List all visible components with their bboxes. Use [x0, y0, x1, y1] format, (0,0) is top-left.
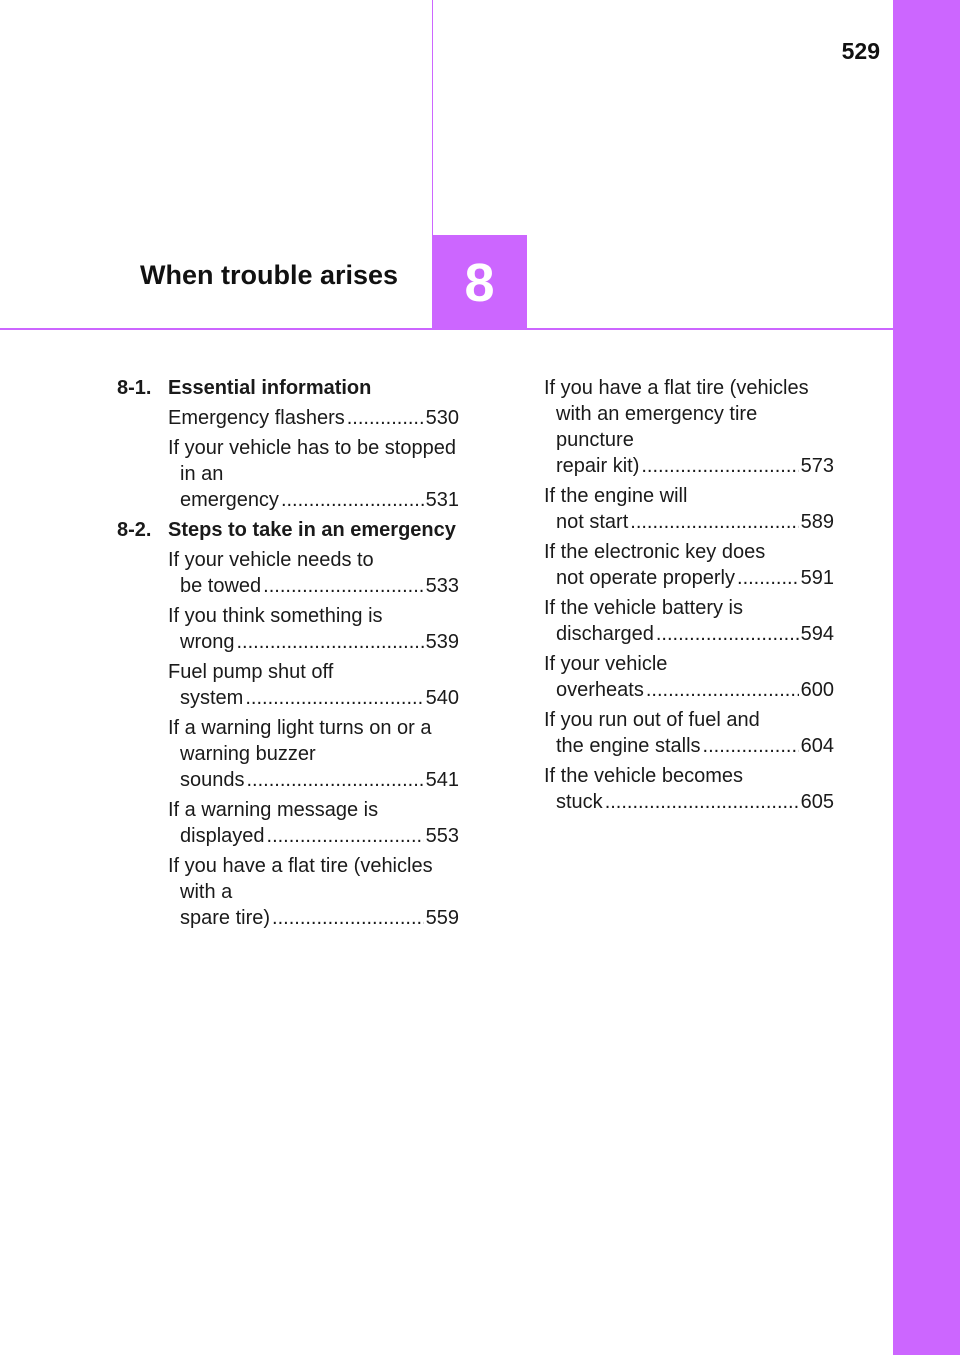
section-number: 8-1.: [117, 377, 152, 399]
leader-dots: [605, 789, 799, 815]
leader-dots: [656, 621, 799, 647]
entry-page: 533: [425, 575, 459, 597]
toc-entry[interactable]: [544, 375, 834, 479]
toc-entry[interactable]: [117, 405, 459, 431]
entry-title-end: overheats: [556, 679, 644, 701]
leader-dots: [737, 565, 799, 591]
leader-dots: [347, 405, 424, 431]
entry-title-end: system: [180, 687, 244, 709]
entry-title: If a warning light turns on or a warning buzzer: [168, 717, 432, 765]
toc-entry[interactable]: [544, 707, 834, 759]
entry-title: If the electronic key does: [544, 541, 766, 563]
toc-right-column: [544, 375, 834, 819]
entry-page: 600: [800, 679, 834, 701]
entry-page: 530: [425, 407, 459, 429]
toc-entry[interactable]: [544, 539, 834, 591]
leader-dots: [641, 453, 798, 479]
toc-entry[interactable]: [544, 651, 834, 703]
chapter-title: When trouble arises: [140, 260, 399, 290]
toc-entry[interactable]: [544, 763, 834, 815]
entry-title: If the vehicle battery is: [544, 597, 743, 619]
toc-entry[interactable]: [117, 715, 459, 793]
entry-title: If you have a flat tire (vehicles with a: [168, 855, 433, 903]
entry-title: If your vehicle: [544, 653, 668, 675]
toc-section[interactable]: [117, 517, 459, 543]
page-number: 529: [841, 38, 880, 64]
toc-entry[interactable]: [117, 853, 459, 931]
entry-title: If you think something is: [168, 605, 383, 627]
entry-title-end: spare tire): [180, 907, 271, 929]
leader-dots: [630, 509, 798, 535]
entry-title: If a warning message is: [168, 799, 379, 821]
toc-entry[interactable]: [544, 595, 834, 647]
leader-dots: [281, 487, 424, 513]
entry-title: If your vehicle has to be stopped in an: [168, 437, 456, 485]
entry-title-end: the engine stalls: [556, 735, 701, 757]
toc-left-column: [117, 375, 459, 935]
chapter-number-badge: 8: [432, 235, 527, 330]
entry-title: If you have a flat tire (vehicles with an emergency tire puncture: [544, 377, 809, 451]
entry-page: 605: [800, 791, 834, 813]
entry-title-end: not operate properly: [556, 567, 736, 589]
entry-page: 540: [425, 687, 459, 709]
leader-dots: [245, 685, 423, 711]
entry-page: 531: [425, 489, 459, 511]
entry-title: If your vehicle needs to: [168, 549, 374, 571]
toc-entry[interactable]: [544, 483, 834, 535]
entry-page: 553: [425, 825, 459, 847]
entry-title-end: emergency: [180, 489, 279, 511]
leader-dots: [646, 677, 799, 703]
toc-section[interactable]: [117, 375, 459, 401]
entry-page: 591: [800, 567, 834, 589]
entry-title-end: repair kit): [556, 455, 640, 477]
entry-page: 539: [425, 631, 459, 653]
toc-entry[interactable]: [117, 659, 459, 711]
toc-entry[interactable]: [117, 435, 459, 513]
entry-title-end: stuck: [556, 791, 603, 813]
entry-page: 541: [425, 769, 459, 791]
entry-title: If the engine will: [544, 485, 688, 507]
entry-title-end: sounds: [180, 769, 245, 791]
entry-page: 589: [800, 511, 834, 533]
entry-title: If the vehicle becomes: [544, 765, 743, 787]
entry-title: If you run out of fuel and: [544, 709, 760, 731]
entry-title: Fuel pump shut off: [168, 661, 334, 683]
entry-title-end: wrong: [180, 631, 235, 653]
section-number: 8-2.: [117, 519, 152, 541]
leader-dots: [703, 733, 799, 759]
leader-dots: [247, 767, 424, 793]
section-title: Essential information: [168, 377, 372, 399]
entry-page: 594: [800, 623, 834, 645]
header-vertical-rule: [432, 0, 433, 236]
entry-title-end: not start: [556, 511, 629, 533]
entry-page: 573: [800, 455, 834, 477]
toc-entry[interactable]: [117, 797, 459, 849]
leader-dots: [263, 573, 423, 599]
entry-page: 604: [800, 735, 834, 757]
entry-page: 559: [425, 907, 459, 929]
chapter-side-tab: [893, 0, 960, 1355]
entry-title: Emergency flashers: [168, 407, 345, 429]
entry-title-end: be towed: [180, 575, 262, 597]
toc-entry[interactable]: [117, 547, 459, 599]
entry-title-end: displayed: [180, 825, 265, 847]
entry-title-end: discharged: [556, 623, 654, 645]
leader-dots: [236, 629, 423, 655]
toc-entry[interactable]: [117, 603, 459, 655]
leader-dots: [267, 823, 424, 849]
leader-dots: [272, 905, 424, 931]
section-title: Steps to take in an emergency: [168, 519, 456, 541]
